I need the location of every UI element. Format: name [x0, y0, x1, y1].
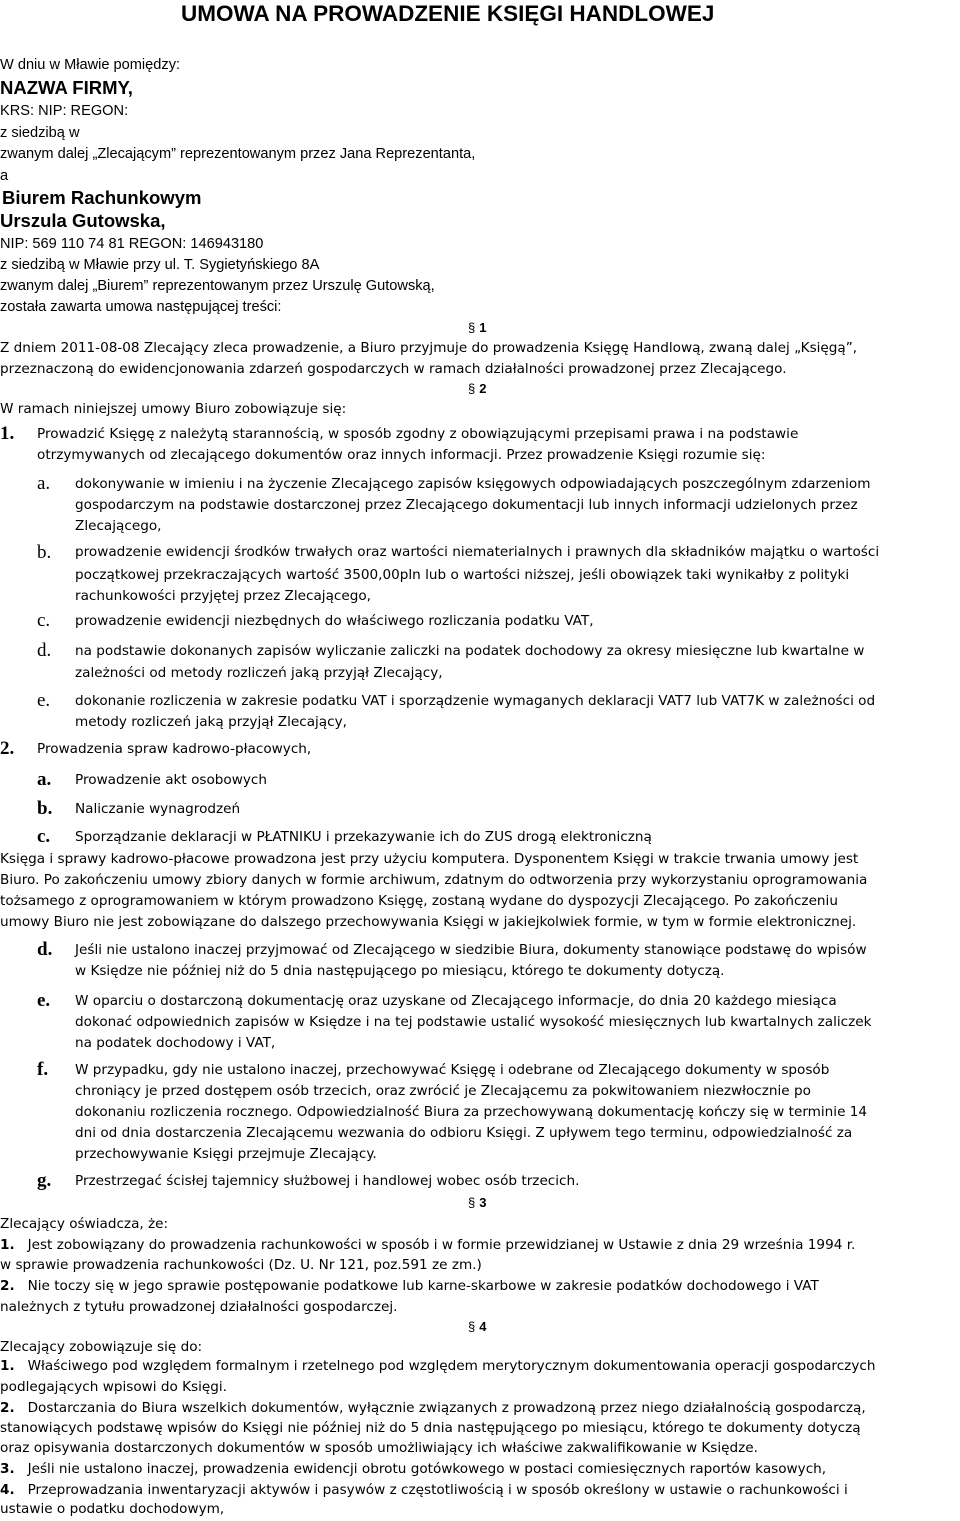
item-number: 2.: [0, 1400, 15, 1416]
section-heading-3: § 3: [468, 1195, 487, 1210]
section-heading-1: § 1: [468, 320, 487, 335]
s4-item-line: 1. Właściwego pod względem formalnym i rzetelnego pod względem merytorycznym dokumentowania operacji gospodarczych: [0, 1358, 876, 1374]
section-heading-2: § 2: [468, 381, 487, 396]
client-seat: z siedzibą w: [0, 125, 80, 141]
list-item-line: na podstawie dokonanych zapisów wyliczanie zaliczki na podatek dochodowy za okresy miesięczne lub kwartalne w: [75, 643, 865, 659]
s4-item-line: 2. Dostarczania do Biura wszelkich dokumentów, wyłącznie związanych z prowadzoną przez niego działalnością gospodarczą,: [0, 1400, 866, 1416]
item-number: 4.: [0, 1482, 15, 1498]
list-item-line: W oparciu o dostarczoną dokumentację oraz uzyskane od Zlecającego informacje, do dnia 20 każdego miesiąca: [75, 993, 837, 1009]
list-marker: f.: [37, 1059, 49, 1080]
section-symbol: §: [468, 1195, 476, 1210]
list-item-line: gospodarczym na podstawie dostarczonej przez Zlecającego dokumentacji lub innych informacji udzielonych przez: [75, 497, 858, 513]
list-marker: d.: [37, 640, 52, 661]
item-number: 1.: [0, 1358, 15, 1374]
office-seat: z siedzibą w Mławie przy ul. T. Sygietyńskiego 8A: [0, 257, 320, 273]
list-marker: d.: [37, 939, 53, 960]
list-marker: b.: [37, 798, 53, 819]
s4-item-line: stanowiących podstawę wpisów do Księgi nie później niż do 5 dnia następującego po miesiącu, którego te dokumenty dotyczą: [0, 1420, 861, 1436]
s4-item-line: 3. Jeśli nie ustalono inaczej, prowadzenia ewidencji obrotu gotówkowego w postaci comiesięcznych raportów kasowych,: [0, 1461, 827, 1477]
s1-line: przeznaczoną do ewidencjonowania zdarzeń gospodarczych w ramach działalności prowadzonej przez Zlecającego.: [0, 361, 787, 377]
list-item-line: dokonać odpowiednich zapisów w Księdze i na tej podstawie ustalić wysokość miesięcznych lub kwartalnych zaliczek: [75, 1014, 872, 1030]
section-symbol: §: [468, 381, 476, 396]
document-title: UMOWA NA PROWADZENIE KSIĘGI HANDLOWEJ: [181, 1, 715, 26]
s4-intro: Zlecający zobowiązuje się do:: [0, 1339, 203, 1355]
list-item-line: dokonaniu rozliczenia rocznego. Odpowiedzialność Biura za przechowywaną dokumentację kończy się w terminie 14: [75, 1104, 868, 1120]
paragraph-line: umowy Biuro nie jest zobowiązane do dalszego przechowywania Księgi w jakiejkolwiek formie, w tym w formie elektronicznej.: [0, 914, 857, 930]
office-ids: NIP: 569 110 74 81 REGON: 146943180: [0, 236, 264, 252]
list-marker: a.: [37, 769, 52, 790]
list-item-line: dokonanie rozliczenia w zakresie podatku VAT i sporządzenie wymaganych deklaracji VAT7 lub VAT7K w zależności od: [75, 693, 876, 709]
list-item-line: prowadzenie ewidencji środków trwałych oraz wartości niematerialnych i prawnych dla składników majątku o wartości: [75, 544, 880, 560]
list-item-line: Jeśli nie ustalono inaczej przyjmować od Zlecającego w siedzibie Biura, dokumenty stanowiące podstawę do wpisów: [75, 942, 867, 958]
s1-line: Z dniem 2011-08-08 Zlecający zleca prowadzenie, a Biuro przyjmuje do prowadzenia Księgę Handlową, zwaną dalej „Księgą”,: [0, 340, 858, 356]
list-item-line: Sporządzanie deklaracji w PŁATNIKU i przekazywanie ich do ZUS drogą elektroniczną: [75, 829, 652, 845]
list-marker: 2.: [0, 738, 15, 759]
section-symbol: §: [468, 1319, 476, 1334]
list-marker: e.: [37, 990, 51, 1011]
list-marker: 1.: [0, 423, 15, 444]
item-number: 1.: [0, 1237, 15, 1253]
client-name: NAZWA FIRMY,: [0, 77, 133, 98]
office-person: Urszula Gutowska,: [0, 210, 166, 231]
list-item-line: początkowej przekraczających wartość 3500,00pln lub o wartości niższej, jeśli obowiązek taki wynikałby z polityki: [75, 567, 850, 583]
list-marker: a.: [37, 473, 51, 494]
s3-item-line: 1. Jest zobowiązany do prowadzenia rachunkowości w sposób i w formie przewidzianej w Ustawie z dnia 29 września 1994 r.: [0, 1237, 856, 1253]
list-item-line: Prowadzenie akt osobowych: [75, 772, 267, 788]
list-item-line: Naliczanie wynagrodzeń: [75, 801, 241, 817]
s3-item-line: 2. Nie toczy się w jego sprawie postępowanie podatkowe lub karne-skarbowe w zakresie podatków dochodowego i VAT: [0, 1278, 819, 1294]
section-symbol: §: [468, 320, 476, 335]
list-item-line: Przestrzegać ścisłej tajemnicy służbowej i handlowej wobec osób trzecich.: [75, 1173, 580, 1189]
list-item-line: na podatek dochodowy i VAT,: [75, 1035, 276, 1051]
s3-intro: Zlecający oświadcza, że:: [0, 1216, 169, 1232]
list-item-line: przechowywanie Księgi przejmuje Zlecający.: [75, 1146, 377, 1162]
list-marker: c.: [37, 610, 51, 631]
section-heading-4: § 4: [468, 1319, 487, 1334]
list-item-line: dokonywanie w imieniu i na życzenie Zlecającego zapisów księgowych odpowiadających poszczególnym zdarzeniom: [75, 476, 871, 492]
s2-p1-line: otrzymywanych od zlecającego dokumentów oraz innych informacji. Przez prowadzenie Księgi rozumie się:: [37, 447, 766, 463]
s4-item-line: oraz opisywania dostarczonych dokumentów w sposób umożliwiający ich właściwe zakwalifikowanie w Księdze.: [0, 1440, 758, 1456]
paragraph-line: tożsamego z oprogramowaniem w którym prowadzono Księgę, zostaną wydane do dyspozycji Zlecającego. Po zakończeniu: [0, 893, 838, 909]
list-item-line: dni od dnia dostarczenia Zlecającemu wezwania do odbioru Księgi. Z upływem tego terminu, odpowiedzialność za: [75, 1125, 853, 1141]
s4-item-line: 4. Przeprowadzania inwentaryzacji aktywów i pasywów z częstotliwością i w sposób określony w ustawie o rachunkowości i: [0, 1482, 848, 1498]
list-marker: e.: [37, 690, 51, 711]
intro-line: W dniu w Mławie pomiędzy:: [0, 57, 181, 73]
list-item-line: Zlecającego,: [75, 518, 162, 534]
and-line: a: [0, 168, 9, 184]
list-marker: g.: [37, 1170, 52, 1191]
s2-intro: W ramach niniejszej umowy Biuro zobowiązuje się:: [0, 401, 347, 417]
paragraph-line: Biuro. Po zakończeniu umowy zbiory danych w formie archiwum, zdatnym do odtworzenia przy wykorzystaniu oprogramowania: [0, 872, 868, 888]
s4-item-line: podlegających wpisowi do Księgi.: [0, 1379, 227, 1395]
client-called: zwanym dalej „Zlecającym” reprezentowanym przez Jana Reprezentanta,: [0, 146, 476, 162]
list-item-line: chroniący je przed dostępem osób trzecich, oraz zwrócić je Zlecającemu za pokwitowaniem niezwłocznie po: [75, 1083, 811, 1099]
item-number: 2.: [0, 1278, 15, 1294]
list-marker: b.: [37, 542, 52, 563]
list-item-line: W przypadku, gdy nie ustalono inaczej, przechowywać Księgę i odebrane od Zlecającego dokumenty w sposób: [75, 1062, 830, 1078]
list-item-line: prowadzenie ewidencji niezbędnych do właściwego rozliczania podatku VAT,: [75, 613, 594, 629]
list-marker: c.: [37, 826, 51, 847]
client-ids: KRS: NIP: REGON:: [0, 103, 129, 119]
s3-item-line: w sprawie prowadzenia rachunkowości (Dz. U. Nr 121, poz.591 ze zm.): [0, 1257, 482, 1273]
office-name: Biurem Rachunkowym: [2, 187, 202, 208]
list-item-line: w Księdze nie później niż do 5 dnia następującego po miesiącu, którego te dokumenty dotyczą.: [75, 963, 725, 979]
item-number: 3.: [0, 1461, 15, 1477]
s2-p2-line: Prowadzenia spraw kadrowo-płacowych,: [37, 741, 312, 757]
s2-p1-line: Prowadzić Księgę z należytą starannością, w sposób zgodny z obowiązującymi przepisami prawa i na podstawie: [37, 426, 799, 442]
s3-item-line: należnych z tytułu prowadzonej działalności gospodarczej.: [0, 1299, 398, 1315]
list-item-line: zależności od metody rozliczeń jaką przyjął Zlecający,: [75, 665, 443, 681]
concluded-line: została zawarta umowa następującej treści:: [0, 299, 282, 315]
office-called: zwanym dalej „Biurem” reprezentowanym przez Urszulę Gutowską,: [0, 278, 435, 294]
list-item-line: metody rozliczeń jaką przyjął Zlecający,: [75, 714, 347, 730]
list-item-line: rachunkowości przyjętej przez Zlecającego,: [75, 588, 372, 604]
paragraph-line: Księga i sprawy kadrowo-płacowe prowadzona jest przy użyciu komputera. Dysponentem Księgi w trakcie trwania umowy jest: [0, 851, 859, 867]
s4-item-line: ustawie o podatku dochodowym,: [0, 1501, 225, 1517]
